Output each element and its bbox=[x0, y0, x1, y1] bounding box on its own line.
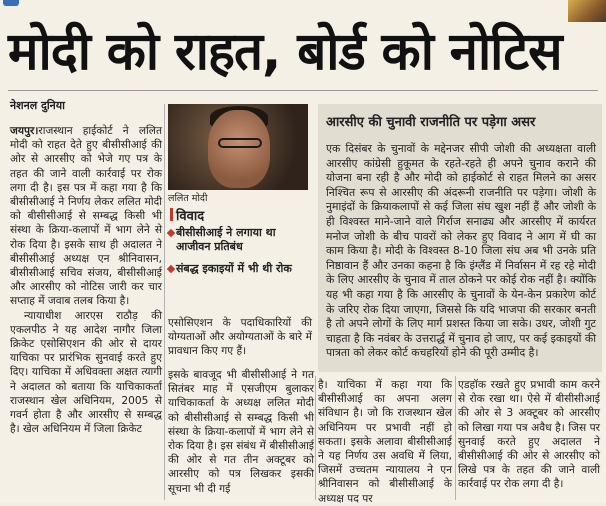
dateline: जयपुर। bbox=[10, 125, 39, 137]
byline: नेशनल दुनिया bbox=[10, 99, 66, 112]
column-divider bbox=[164, 104, 165, 500]
vivad-bullet: बीसीसीआई ने लगाया था आजीवन प्रतिबंध bbox=[176, 226, 276, 253]
sidebar-body: एक दिसंबर के चुनावों के मद्देनजर सीपी जोशी की अध्यक्षता वाली आरसीए कांग्रेसी हुकूमत के रहते-रहते ही अपने चुनाव कराने की योजना बना रही है और मोदी को हाईकोर्ट से राहत मिलने का असर निश्चित रूप से आरसीए की अंदरूनी राजनीति पर पड़ेगा। जोशी के नुमाइंदों के क्रियाकलापों से कई जिला संघ खुश नहीं हैं और जोशी के ही विश्वस्त माने-जाने वाले गिर्राज सनाढ्य और आरसीए में कार्यरत मनोज जोशी के बीच पावरों को लेकर हुए विवाद ने आग में घी का काम किया है। मोदी के विश्वस्त 8-10 जिला संघ अब भी उनके प्रति निष्ठावान हैं और उनका कहना है कि इंग्लैंड में निर्वासन में रह रहे मोदी के लिए आरसीए के चुनाव में ताल ठोकने पर कोई रोक नहीं है। क्योंकि यह भी कहा गया है कि आरसीए के चुनावों के येन-केन प्रकारेण कोर्ट के जरिए रोक दिया जाएगा, जिससे कि यदि भाजपा की सरकार बनती है तो अपने लोगों के लिए मार्ग प्रशस्त किया जा सके। उधर, जोशी गुट चाहता है कि नवंबर के उत्तरार्द्ध में चुनाव हो जाए, पर कई इकाइयों की पात्रता को लेकर कोर्ट कचहरियों होने की पूरी उम्मीद है। bbox=[326, 142, 596, 360]
vivad-title: विवाद bbox=[176, 209, 205, 224]
lalit-modi-photo bbox=[168, 104, 308, 190]
lead-column bbox=[10, 124, 162, 500]
column-divider bbox=[315, 376, 316, 500]
body-column-4: एडहॉक रखते हुए प्रभावी काम करने से रोक रखा था। ऐसे में बीसीसीआई की ओर से 3 अक्टूबर को आरसीए को लिखा गया पत्र अवैध है। जिस पर सुनवाई करते हुए अदालत ने बीसीसीआई की ओर से आरसीए को लिखे पत्र के तहत की जाने वाली कार्रवाई पर रोक लगा दी है। bbox=[458, 379, 600, 491]
body-column-2: इसके बावजूद भी बीसीसीआई ने गत सितंबर माह में एसजीएम बुलाकर याचिकाकर्ता के अध्यक्ष ललित मोदी को बीसीसीआई से सम्बद्ध किसी भी संस्था के क्रिया-कलापों में भाग लेने से रोक दिया है। इस संबंध में बीसीसीआई की ओर से गत तीन अक्टूबर को आरसीए को पत्र लिखकर इसकी सूचना भी दी गई bbox=[168, 369, 314, 495]
lead-text: राजस्थान हाईकोर्ट ने ललित मोदी को राहत देते हुए बीसीसीआई की ओर से आरसीए को भेजे गए पत्र के तहत की जाने वाली कार्रवाई पर रोक लगा दी है। इस पत्र में कहा गया है कि बीसीसीआई ने निर्णय लेकर ललित मोदी को बीसीसीआई से सम्बद्ध किसी भी संस्था के क्रिया-कलापों में भाग लेने से रोक दिया है। इसके साथ ही अदालत ने बीसीसीआई अध्यक्ष एन श्रीनिवासन, बीसीसीआई सचिव संजय, बीसीसीआई और आरसीए को नोटिस जारी कर चार सप्ताह में जवाब तलब किया है। bbox=[10, 125, 162, 308]
column-divider bbox=[455, 376, 456, 500]
vivad-accent-bar bbox=[170, 208, 173, 221]
headline-rule bbox=[8, 90, 598, 91]
headline: मोदी को राहत, बोर्ड को नोटिस bbox=[8, 22, 562, 82]
photo-caption: ललित मोदी bbox=[168, 193, 208, 204]
body-column-3: है। याचिका में कहा गया कि बीसीसीआई का अपना अलग संविधान है। जो कि राजस्थान खेल अधिनियम पर प्रभावी नहीं हो सकता। इसके अलावा बीसीसीआई ने यह निर्णय उस अवधि में लिया, जिसमें उच्चतम न्यायालय ने एन श्रीनिवासन को बीसीसीआई के अध्यक्ष पद पर bbox=[318, 379, 452, 505]
photo-face bbox=[208, 110, 270, 188]
corner-photo bbox=[568, 0, 606, 22]
vivad-bullet: संबद्ध इकाइयों में भी थी रोक bbox=[176, 262, 292, 275]
sidebar-title: आरसीए की चुनावी राजनीति पर पड़ेगा असर bbox=[326, 115, 536, 130]
page-edge-tab bbox=[3, 0, 19, 6]
mid-text: एसोसिएशन के पदाधिकारियों की योग्यताओं और अयोग्यताओं के बारे में प्रावधान किए गए हैं। bbox=[168, 317, 312, 358]
bullet-diamond-icon bbox=[167, 265, 175, 273]
bullet-diamond-icon bbox=[167, 229, 175, 237]
photo-glasses bbox=[218, 138, 262, 148]
lead-text-2: न्यायाधीश आरएस राठौड़ की एकलपीठ ने यह आदेश नागौर जिला क्रिकेट एसोसिएशन की ओर से दायर याचिका पर प्रारंभिक सुनवाई करते हुए दिए। याचिका में अधिवक्ता अक्षत त्यागी ने अदालत को बताया कि याचिकाकर्ता राजस्थान खेल अधिनियम, 2005 से गवर्न होता है और आरसीए से सम्बद्ध है। खेल अधिनियम में जिला क्रिकेट bbox=[10, 309, 162, 436]
